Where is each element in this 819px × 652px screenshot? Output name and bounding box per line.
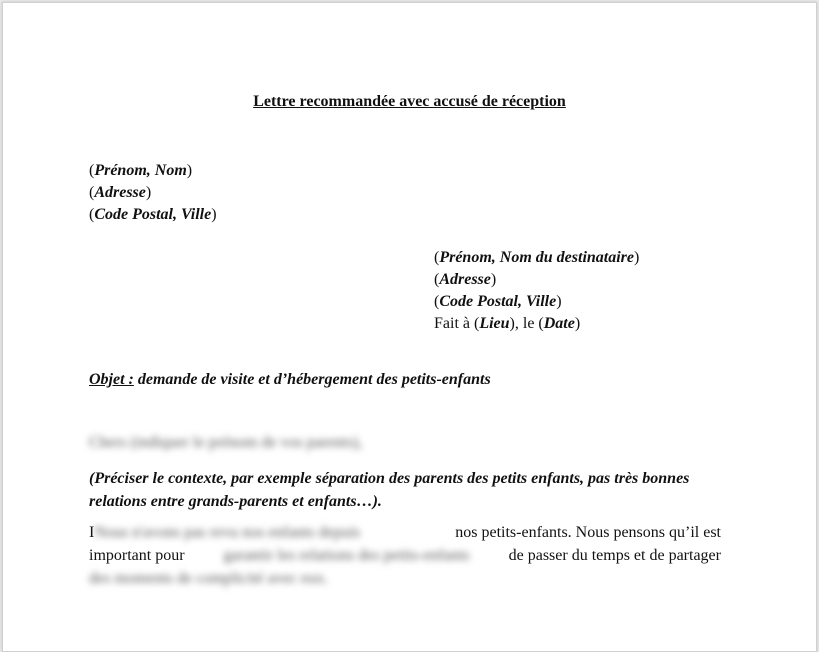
context-line-2: relations entre grands-parents et enfants…). bbox=[89, 493, 382, 510]
sender-block bbox=[89, 160, 217, 226]
recipient-postal-city: (Code Postal, Ville) bbox=[434, 293, 562, 310]
place-date-line: Fait à (Lieu), le (Date) bbox=[434, 315, 581, 332]
recipient-block bbox=[434, 247, 639, 335]
body-paragraph bbox=[89, 521, 729, 590]
object-line bbox=[89, 369, 491, 391]
blurred-text-3: des moments de complicité avec eux. bbox=[89, 570, 329, 587]
blurred-text-1: Nous n'avons pas revu nos enfants depuis bbox=[94, 524, 361, 541]
sender-name: (Prénom, Nom) bbox=[89, 162, 193, 179]
recipient-name: (Prénom, Nom du destinataire) bbox=[434, 249, 640, 266]
context-paragraph bbox=[89, 467, 729, 513]
body-line-2: important pour garantir les relations des petits-enfants de passer du temps et de partager bbox=[89, 544, 721, 567]
greeting-blurred-text: Chers (indiquer le prénom de vos parents), bbox=[89, 434, 363, 451]
body-line-1: INous n'avons pas revu nos enfants depuis nos petits-enfants. Nous pensons qu’il est bbox=[89, 524, 721, 541]
letter-title: Lettre recommandée avec accusé de réception bbox=[253, 93, 566, 110]
context-line-1: (Préciser le contexte, par exemple séparation des parents des petits enfants, pas très bonnes bbox=[89, 470, 690, 487]
recipient-address: (Adresse) bbox=[434, 271, 497, 288]
greeting-line bbox=[89, 432, 362, 454]
body-line-3 bbox=[89, 567, 729, 590]
blurred-text-2: garantir les relations des petits-enfants bbox=[223, 547, 470, 564]
object-text: demande de visite et d’hébergement des petits-enfants bbox=[137, 371, 491, 388]
sender-address: (Adresse) bbox=[89, 184, 152, 201]
document-page bbox=[2, 2, 817, 652]
object-label: Objet : bbox=[89, 371, 134, 388]
sender-postal-city: (Code Postal, Ville) bbox=[89, 206, 217, 223]
